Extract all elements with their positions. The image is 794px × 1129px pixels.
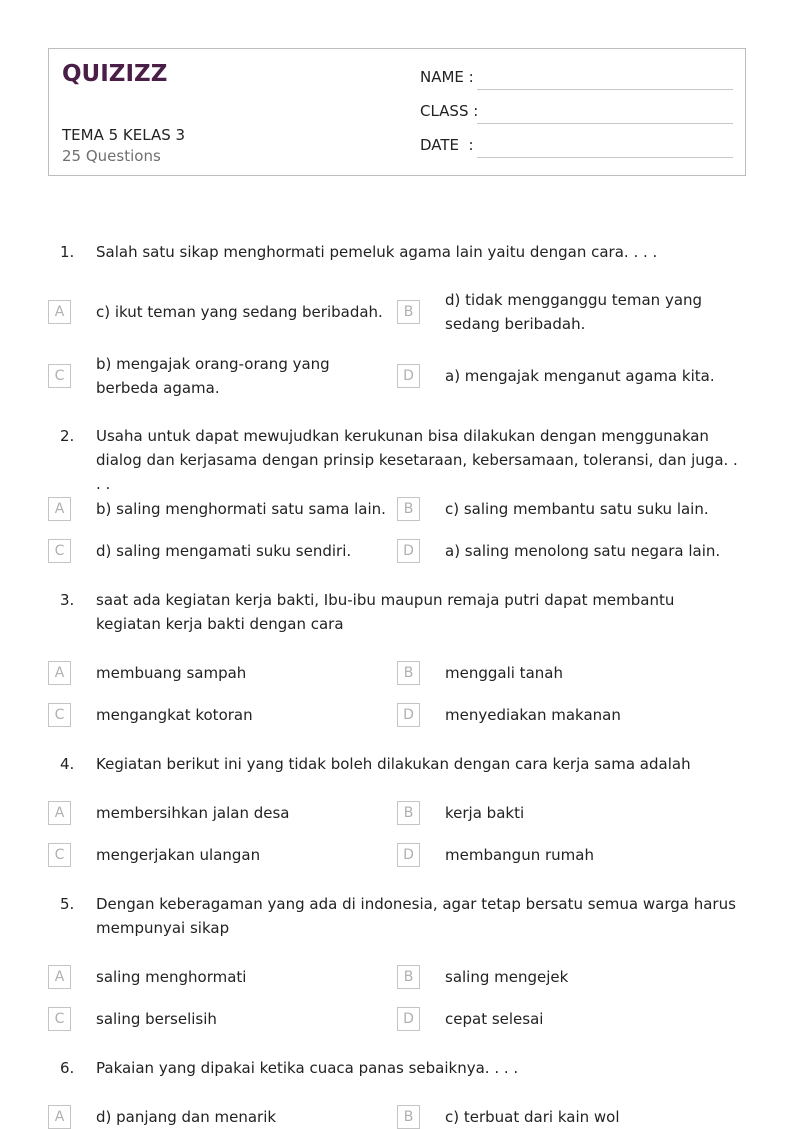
option-b-text[interactable]: d) tidak mengganggu teman yang sedang beribadah. <box>445 291 703 333</box>
option-b-box[interactable]: B <box>397 497 420 521</box>
question-count: 25 Questions <box>62 147 161 165</box>
option-c-box[interactable]: C <box>48 539 71 563</box>
option-b-box[interactable]: B <box>397 965 420 989</box>
option-d-box[interactable]: D <box>397 539 420 563</box>
option-a-text[interactable]: b) saling menghormati satu sama lain. <box>96 500 386 518</box>
quizizz-logo <box>62 59 168 87</box>
question-number: 4. <box>60 755 75 773</box>
option-d-box[interactable]: D <box>397 1007 420 1031</box>
option-c-box[interactable]: C <box>48 703 71 727</box>
option-a-text[interactable]: membersihkan jalan desa <box>96 804 290 822</box>
option-d-text[interactable]: a) mengajak menganut agama kita. <box>445 367 715 385</box>
option-c-text[interactable]: mengangkat kotoran <box>96 706 253 724</box>
option-d-text[interactable]: menyediakan makanan <box>445 706 621 724</box>
name-field[interactable] <box>420 68 733 92</box>
option-a-box[interactable]: A <box>48 661 71 685</box>
option-a-box[interactable]: A <box>48 300 71 324</box>
option-c-text[interactable]: mengerjakan ulangan <box>96 846 261 864</box>
option-d-box[interactable]: D <box>397 843 420 867</box>
option-c-box[interactable]: C <box>48 843 71 867</box>
option-b-box[interactable]: B <box>397 300 420 324</box>
option-a-box[interactable]: A <box>48 1105 71 1129</box>
question-text: saat ada kegiatan kerja bakti, Ibu-ibu maupun remaja putri dapat membantu kegiatan kerja bakti dengan cara <box>96 591 675 633</box>
option-c-text[interactable]: b) mengajak orang-orang yang berbeda agama. <box>96 355 330 397</box>
option-a-box[interactable]: A <box>48 965 71 989</box>
class-field[interactable] <box>420 102 733 126</box>
date-label: DATE : <box>420 136 474 154</box>
option-c-box[interactable]: C <box>48 1007 71 1031</box>
option-a-text[interactable]: membuang sampah <box>96 664 247 682</box>
name-line[interactable] <box>477 89 733 90</box>
option-b-text[interactable]: menggali tanah <box>445 664 563 682</box>
option-c-text[interactable]: d) saling mengamati suku sendiri. <box>96 542 352 560</box>
option-d-box[interactable]: D <box>397 364 420 388</box>
question-number: 2. <box>60 427 75 445</box>
option-b-text[interactable]: c) terbuat dari kain wol <box>445 1108 620 1126</box>
option-a-box[interactable]: A <box>48 801 71 825</box>
name-label: NAME : <box>420 68 474 86</box>
option-a-text[interactable]: saling menghormati <box>96 968 247 986</box>
question-text: Kegiatan berikut ini yang tidak boleh dilakukan dengan cara kerja sama adalah <box>96 755 691 773</box>
svg-text:QUIZIZZ: QUIZIZZ <box>62 61 168 87</box>
worksheet-header <box>48 48 746 176</box>
question-number: 5. <box>60 895 75 913</box>
question-text: Usaha untuk dapat mewujudkan kerukunan bisa dilakukan dengan menggunakan dialog dan kerjasama dengan prinsip kesetaraan, kebersamaan, toleransi, dan juga. . . . <box>96 427 738 493</box>
option-a-text[interactable]: d) panjang dan menarik <box>96 1108 277 1126</box>
option-b-text[interactable]: kerja bakti <box>445 804 525 822</box>
option-b-box[interactable]: B <box>397 661 420 685</box>
worksheet-title: TEMA 5 KELAS 3 <box>62 126 186 144</box>
class-line[interactable] <box>477 123 733 124</box>
option-d-text[interactable]: cepat selesai <box>445 1010 544 1028</box>
date-line[interactable] <box>477 157 733 158</box>
option-a-box[interactable]: A <box>48 497 71 521</box>
option-c-text[interactable]: saling berselisih <box>96 1010 217 1028</box>
option-a-text[interactable]: c) ikut teman yang sedang beribadah. <box>96 303 383 321</box>
option-d-text[interactable]: membangun rumah <box>445 846 594 864</box>
option-d-text[interactable]: a) saling menolong satu negara lain. <box>445 542 721 560</box>
question-text: Salah satu sikap menghormati pemeluk agama lain yaitu dengan cara. . . . <box>96 243 658 261</box>
class-label: CLASS : <box>420 102 479 120</box>
question-number: 1. <box>60 243 75 261</box>
question-number: 6. <box>60 1059 75 1077</box>
date-field[interactable] <box>420 136 733 160</box>
option-d-box[interactable]: D <box>397 703 420 727</box>
question-number: 3. <box>60 591 75 609</box>
option-b-text[interactable]: saling mengejek <box>445 968 569 986</box>
question-text: Dengan keberagaman yang ada di indonesia, agar tetap bersatu semua warga harus mempunyai sikap <box>96 895 736 937</box>
question-text: Pakaian yang dipakai ketika cuaca panas sebaiknya. . . . <box>96 1059 519 1077</box>
option-b-box[interactable]: B <box>397 801 420 825</box>
option-c-box[interactable]: C <box>48 364 71 388</box>
option-b-box[interactable]: B <box>397 1105 420 1129</box>
option-b-text[interactable]: c) saling membantu satu suku lain. <box>445 500 709 518</box>
